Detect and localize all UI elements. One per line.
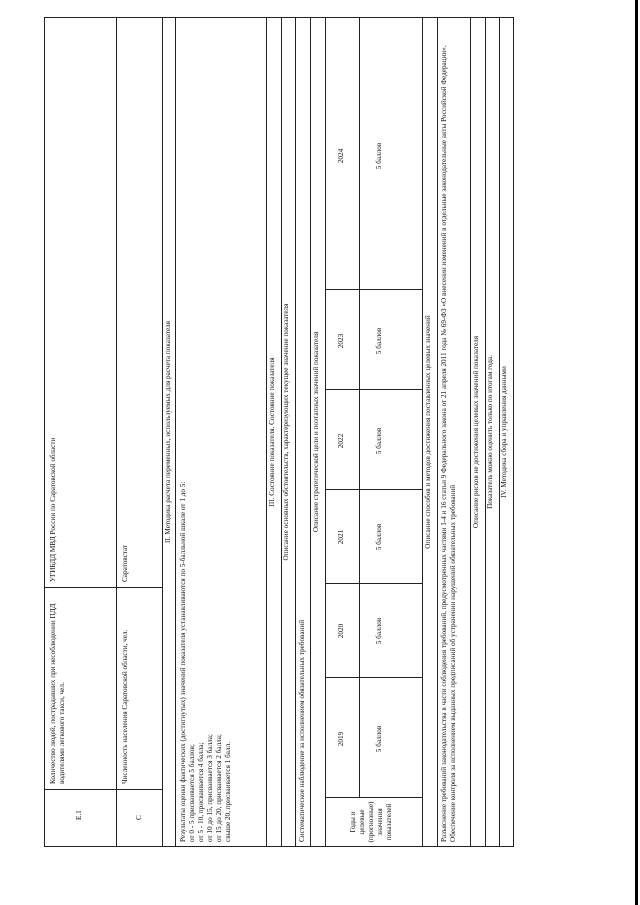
years-divider [359,18,360,798]
col-divider [325,489,422,490]
row-code-c: С [135,815,143,820]
value-2023: 5 баллов [375,327,383,355]
section-4-title: IV. Методика сбора и управления данными [500,366,508,498]
year-2019: 2019 [337,731,345,747]
col-divider [325,389,422,390]
row-source-c: Саратовстат [121,544,129,582]
row-code-e1: Е.1 [75,810,83,820]
targets-title-row [311,18,326,846]
year-2020: 2020 [337,623,345,639]
col-divider [325,797,422,798]
targets-title: Описание стратегической цели и поэтапных значений показателя [312,331,320,533]
section-4-title-row [499,18,513,846]
value-2024: 5 баллов [375,142,383,170]
table-row-e1 [45,18,117,846]
risks-row [485,18,500,846]
year-2024: 2024 [337,148,345,164]
year-2023: 2023 [337,333,345,349]
method-line-5: от 15 до 20, присваивается 2 балла; [215,734,223,842]
circumstances-title: Описание основных обстоятельств, характеризующих текущее значение показателя [282,303,290,561]
year-2022: 2022 [337,433,345,449]
col-divider [45,587,116,588]
targets-table [325,18,423,846]
value-2022: 5 баллов [375,427,383,455]
methods-title-row [423,18,438,846]
method-line-4: от 10 до 15, присваивается 3 балла; [206,734,214,842]
methods-text: Разъяснение требований законодательства в части соблюдения требований, предусмотренных частями 1-4 и 16 статьи 9 Федерального закона от 21 апреля 2011 года № 69-ФЗ «О внесении изменений в отдельные законодательные акты Российской Федерации». Обеспечение контроля за исполнением выданных предписаний об устранении нарушений обязательных требований [440,45,457,842]
method-line-6: свыше 20, присваивается 1 балл. [224,741,232,842]
table-row-c [117,18,163,846]
risks-title-row [471,18,486,846]
monitoring-text: Систематическое наблюдение за исполнением обязательных требований [298,619,306,842]
col-divider [325,677,422,678]
method-line-2: от 0 - 5 присваивается 5 баллов; [188,744,196,842]
method-line-3: от 5 - 10, присваивается 4 балла; [197,742,205,842]
value-2019: 5 баллов [375,725,383,753]
section-3-title-row [267,18,282,846]
year-2021: 2021 [337,529,345,545]
col-divider [117,587,162,588]
col-divider [325,289,422,290]
methods-title: Описание способов и методов достижения поставленных целевых значений [424,315,432,549]
risks-title: Описание рисков не достижения целевых значений показателя [472,335,480,529]
circumstances-title-row [281,18,296,846]
section-2-body [175,18,267,846]
row-source-e1: УГИБДД МВД России по Саратовской области [49,437,57,582]
col-divider [117,789,162,790]
monitoring-row [295,18,311,846]
risks-text: Показатель можно оценить только по итогам года. [486,355,494,509]
section-3-title: III. Состояние показателя. Состояние показателя [268,357,276,507]
methods-row [437,18,471,846]
row-label-e1: Количество людей, пострадавших при несоблюдении ПДД водителями легкового такси, чел. [49,603,66,784]
row-label-c: Численность населения Саратовской области, чел. [121,629,129,784]
col-divider [325,583,422,584]
document-table [44,17,514,847]
value-2020: 5 баллов [375,617,383,645]
value-2021: 5 баллов [375,523,383,551]
method-line-1: Результаты оценки фактических (достигнутых) значений показателя устанавливаются по 5-балльной шкале от 1 до 5: [179,481,187,842]
section-2-title: II. Методика расчета переменных, используемых для расчета показателя [164,321,172,543]
years-header: Годы и целевые (прогнозные) значения показателей [349,801,393,843]
col-divider [45,789,116,790]
